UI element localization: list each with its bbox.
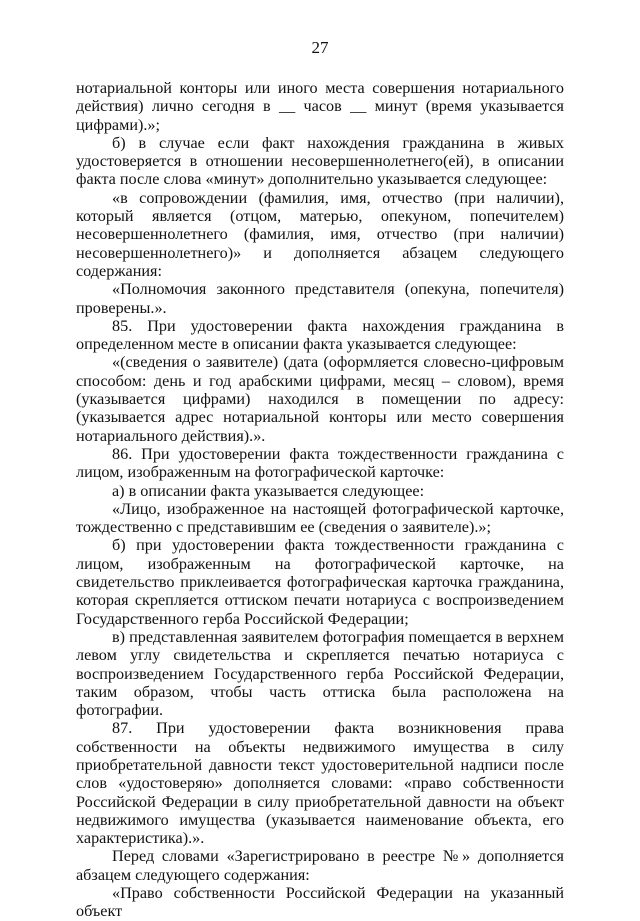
page-number: 27 [311,38,329,57]
paragraph: 86. При удостоверении факта тождественности гражданина с лицом, изображенным на фотографической карточке: [76,444,564,482]
paragraph: «(сведения о заявителе) (дата (оформляется словесно-цифровым способом: день и год арабскими цифрами, месяц – словом), время (указывается цифрами) находился в помещении по адресу: (указывается адрес нотариальной конторы или место совершения нотариального действия).». [76,353,564,445]
paragraph: б) при удостоверении факта тождественности гражданина с лицом, изображенным на фотографической карточке, на свидетельство приклеивается фотографическая карточка гражданина, которая скрепляется оттиском печати нотариуса с воспроизведением Государственного герба Российской Федерации; [76,536,564,628]
paragraph: нотариальной конторы или иного места совершения нотариального действия) лично сегодня в __ часов __ минут (время указывается цифрами).»; [76,79,564,134]
paragraph: а) в описании факта указывается следующее: [112,481,425,500]
paragraph: 87. При удостоверении факта возникновения права собственности на объекты недвижимого имущества в силу приобретательной давности текст удостоверительной надписи после слов «удостоверяю» дополняется словами: «право собственности Российской Федерации в силу приобретательной давности на объект недвижимого имущества (указывается наименование объекта, его характеристика).». [76,719,564,848]
paragraph: «Право собственности Российской Федерации на указанный объект [76,884,564,921]
paragraph: «в сопровождении (фамилия, имя, отчество (при наличии), который является (отцом, матерью, опекуном, попечителем) несовершеннолетнего (фамилия, имя, отчество (при наличии) несовершеннолетнего)» и дополняется абзацем следующего содержания: [76,188,564,280]
document-body [76,79,564,921]
paragraph: «Лицо, изображенное на настоящей фотографической карточке, тождественно с представившим ее (сведения о заявителе).»; [76,499,564,537]
paragraph: б) в случае если факт нахождения гражданина в живых удостоверяется в отношении несовершеннолетнего(ей), в описании факта после слова «минут» дополнительно указывается следующее: [76,133,564,189]
paragraph: Перед словами «Зарегистрировано в реестре №» дополняется абзацем следующего содержания: [76,847,564,884]
paragraph: «Полномочия законного представителя (опекуна, попечителя) проверены.». [76,280,564,317]
paragraph: в) представленная заявителем фотография помещается в верхнем левом углу свидетельства и скрепляется печатью нотариуса с воспроизведением Государственного герба Российской Федерации, таким образом, чтобы часть оттиска была расположена на фотографии. [76,627,564,720]
paragraph: 85. При удостоверении факта нахождения гражданина в определенном месте в описании факта указывается следующее: [76,316,564,354]
